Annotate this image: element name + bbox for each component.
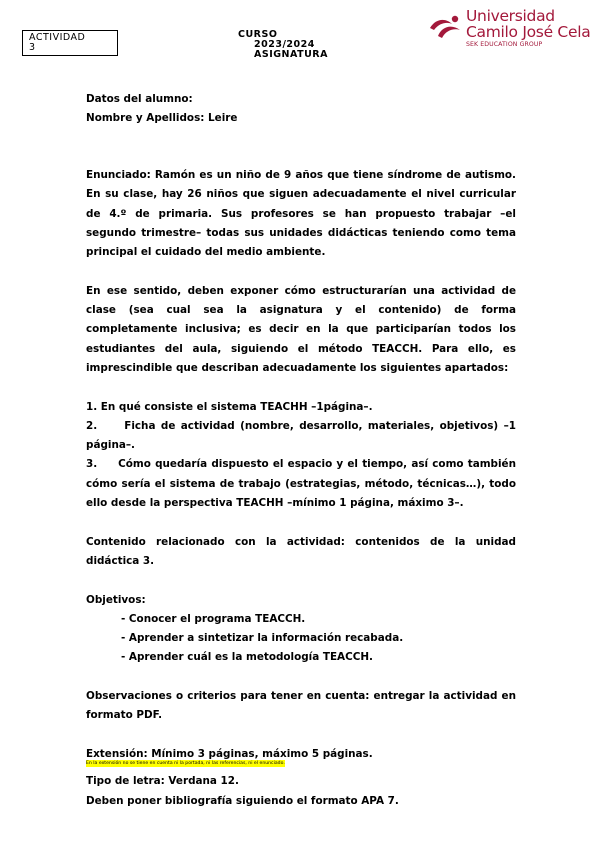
objetivos-heading: Objetivos:: [86, 593, 146, 606]
actividad-box: [22, 30, 118, 56]
extension-line: Extensión: Mínimo 3 páginas, máximo 5 páginas.: [86, 747, 373, 760]
logo-line-1: Universidad: [466, 7, 555, 25]
extension-note: En la extensión no se tiene en cuenta ni la portada, ni las referencias, ni el enunciado.: [86, 761, 285, 767]
objetivo-item: - Aprender a sintetizar la información recabada.: [121, 632, 404, 645]
university-logo: [428, 6, 591, 50]
objetivo-item: - Conocer el programa TEACCH.: [121, 612, 306, 625]
ucjc-emblem-icon: [428, 10, 462, 42]
assignment-body: [86, 166, 516, 811]
course-info: [238, 30, 328, 60]
actividad-number: 3: [29, 42, 36, 53]
bibliografia-line: Deben poner bibliografía siguiendo el formato APA 7.: [86, 794, 399, 807]
curso-label: CURSO: [238, 29, 278, 40]
observaciones-paragraph: Observaciones o criterios para tener en cuenta: entregar la actividad en formato PDF.: [86, 690, 516, 722]
logo-line-3: SEK EDUCATION GROUP: [466, 41, 543, 48]
asignatura-label: ASIGNATURA: [254, 49, 328, 60]
enunciado-paragraph: Enunciado: Ramón es un niño de 9 años que tiene síndrome de autismo. En su clase, hay 26 niños que siguen adecuadamente el nivel curricular de 4.º de primaria. Sus profesores se han propuesto trabajar –el segundo trimestre– todas sus unidades didácticas teniendo como tema principal el cuidado del medio ambiente.: [86, 169, 516, 259]
contenido-paragraph: Contenido relacionado con la actividad: contenidos de la unidad didáctica 3.: [86, 535, 516, 567]
curso-year: 2023/2024: [254, 39, 315, 50]
apartado-2: 2. Ficha de actividad (nombre, desarrollo, materiales, objetivos) –1 página–.: [86, 419, 516, 452]
sentido-paragraph: En ese sentido, deben exponer cómo estructurarían una actividad de clase (sea cual sea la asignatura y el contenido) de forma completamente inclusiva; es decir en la que participarían todos los estudiantes del aula, siguiendo el método TEACCH. Para ello, es imprescindible que describan adecuadamente los siguientes apartados:: [86, 284, 516, 374]
apartado-1: 1. En qué consiste el sistema TEACHH –1página–.: [86, 400, 373, 413]
objetivo-item: - Aprender cuál es la metodología TEACCH.: [121, 651, 373, 664]
student-data-section: [86, 90, 516, 129]
student-name: Nombre y Apellidos: Leire: [86, 112, 238, 125]
tipo-letra-line: Tipo de letra: Verdana 12.: [86, 775, 239, 788]
student-data-heading: Datos del alumno:: [86, 93, 193, 105]
apartado-3: 3. Cómo quedaría dispuesto el espacio y el tiempo, así como también cómo sería el sistema de trabajo (estrategias, método, técnicas…), todo ello desde la perspectiva TEACHH –mínimo 1 página, máximo 3–.: [86, 458, 516, 510]
logo-line-2: Camilo José Cela: [466, 23, 591, 41]
actividad-label: ACTIVIDAD: [29, 32, 86, 43]
